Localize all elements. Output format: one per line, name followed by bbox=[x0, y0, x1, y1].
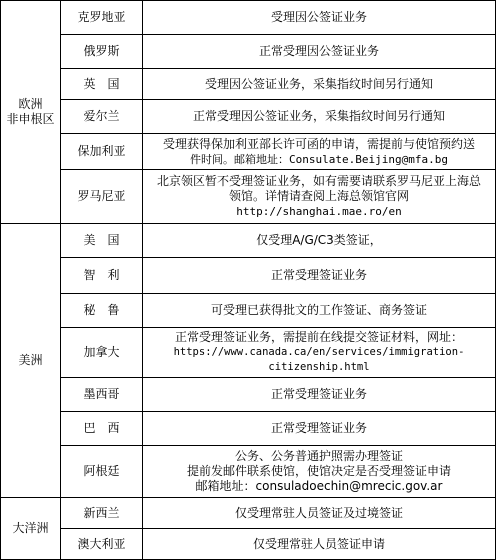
region-name: 大洋洲 bbox=[12, 521, 49, 535]
country-cell: 巴 西 bbox=[61, 412, 143, 446]
policy-url: http://shanghai.mae.ro/en bbox=[236, 205, 402, 218]
country-cell: 克罗地亚 bbox=[61, 1, 143, 35]
policy-cell bbox=[143, 224, 496, 258]
country-cell: 英 国 bbox=[61, 69, 143, 100]
region-cell-europe bbox=[1, 1, 61, 224]
table-row bbox=[1, 100, 496, 134]
country-cell: 墨西哥 bbox=[61, 378, 143, 412]
policy-cell bbox=[143, 378, 496, 412]
policy-cell bbox=[143, 498, 496, 529]
policy-cell bbox=[143, 294, 496, 328]
policy-cell bbox=[143, 134, 496, 170]
policy-text: 受理获得保加利亚部长许可函的申请，需提前与使馆预约送 bbox=[162, 136, 475, 151]
table-row bbox=[1, 294, 496, 328]
country-cell: 新西兰 bbox=[61, 498, 143, 529]
policy-text: 领馆。详情请查阅上海总领馆官网 bbox=[228, 189, 409, 203]
table-row bbox=[1, 134, 496, 170]
table-row bbox=[1, 35, 496, 69]
policy-cell bbox=[143, 69, 496, 100]
policy-url: https://www.canada.ca/en/services/immigration- bbox=[173, 346, 465, 358]
country-cell: 爱尔兰 bbox=[61, 100, 143, 134]
policy-cell bbox=[143, 170, 496, 224]
region-cell-americas bbox=[1, 224, 61, 498]
policy-url: citizenship.html bbox=[268, 361, 370, 373]
country-cell: 罗马尼亚 bbox=[61, 170, 143, 224]
country-cell: 俄罗斯 bbox=[61, 35, 143, 69]
policy-text: 受理因公签证业务，采集指纹时间另行通知 bbox=[204, 76, 433, 91]
table-row bbox=[1, 529, 496, 560]
policy-text: 正常受理因公签证业务 bbox=[258, 44, 379, 58]
policy-cell bbox=[143, 412, 496, 446]
policy-text: 提前发邮件联系使馆，使馆决定是否受理签证申请 bbox=[186, 464, 451, 478]
policy-email: 邮箱地址：consuladoechin@mrecic.gov.ar bbox=[195, 479, 443, 493]
country-cell: 阿根廷 bbox=[61, 446, 143, 498]
table-row bbox=[1, 69, 496, 100]
policy-cell bbox=[143, 100, 496, 134]
country-cell: 秘 鲁 bbox=[61, 294, 143, 328]
policy-cell bbox=[143, 1, 496, 35]
policy-cell bbox=[143, 258, 496, 294]
policy-text: 正常受理因公签证业务，采集指纹时间另行通知 bbox=[192, 109, 445, 123]
policy-text: 公务、公务普通护照需办理签证 bbox=[234, 449, 403, 463]
country-cell: 加拿大 bbox=[61, 328, 143, 378]
policy-text: 仅受理常驻人员签证及过境签证 bbox=[234, 505, 403, 520]
region-cell-oceania bbox=[1, 498, 61, 560]
policy-text: 北京领区暂不受理签证业务，如有需要请联系罗马尼亚上海总 bbox=[156, 174, 481, 188]
policy-email: 件时间。邮箱地址：Consulate.Beijing@mfa.bg bbox=[190, 152, 448, 166]
policy-text: 正常受理签证业务 bbox=[270, 421, 367, 435]
table-row bbox=[1, 170, 496, 224]
policy-text: 正常受理签证业务 bbox=[270, 387, 367, 401]
table-row bbox=[1, 498, 496, 529]
region-name: 美洲 bbox=[18, 353, 43, 367]
policy-text: 可受理已获得批文的工作签证、商务签证 bbox=[210, 303, 427, 317]
policy-text: 受理因公签证业务 bbox=[270, 10, 367, 24]
policy-text: 正常受理签证业务，需提前在线提交签证材料，网址： bbox=[174, 330, 463, 344]
table-row bbox=[1, 378, 496, 412]
table-row bbox=[1, 446, 496, 498]
region-name: 欧洲 bbox=[18, 97, 43, 111]
table-row bbox=[1, 1, 496, 35]
policy-text: 正常受理签证业务 bbox=[270, 268, 367, 282]
region-subname: 非申根区 bbox=[6, 112, 55, 126]
policy-cell bbox=[143, 446, 496, 498]
policy-text: 仅受理A/G/C3类签证， bbox=[256, 233, 382, 247]
policy-cell bbox=[143, 328, 496, 378]
table-row bbox=[1, 412, 496, 446]
table-row bbox=[1, 258, 496, 294]
country-cell: 智 利 bbox=[61, 258, 143, 294]
policy-cell bbox=[143, 529, 496, 560]
country-cell: 美 国 bbox=[61, 224, 143, 258]
country-cell: 澳大利亚 bbox=[61, 529, 143, 560]
table-row bbox=[1, 328, 496, 378]
policy-text: 仅受理常驻人员签证申请 bbox=[252, 536, 385, 551]
country-cell: 保加利亚 bbox=[61, 134, 143, 170]
policy-cell bbox=[143, 35, 496, 69]
table-row bbox=[1, 224, 496, 258]
